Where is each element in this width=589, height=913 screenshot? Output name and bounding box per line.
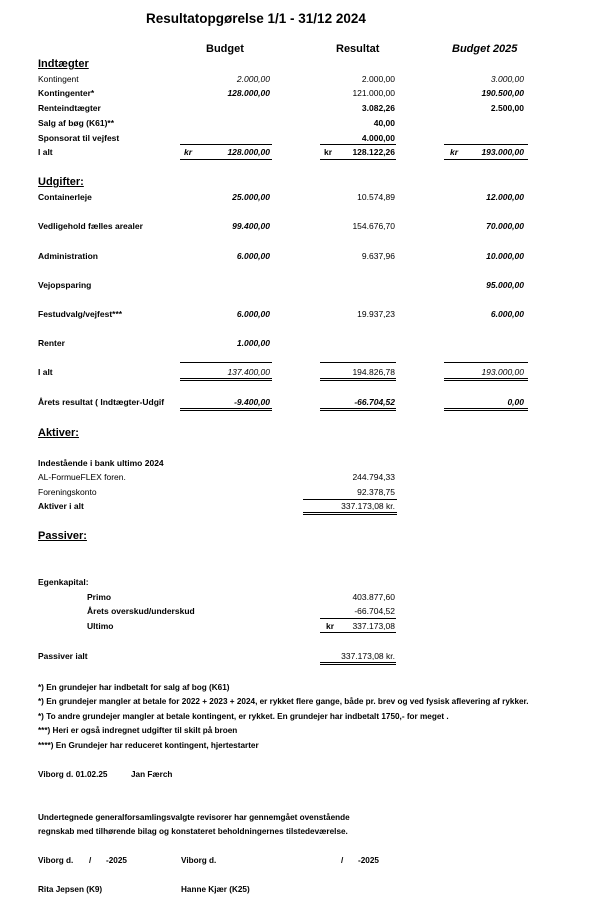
asset-total-label: Aktiver i alt bbox=[38, 501, 84, 511]
budget2025-value: 10.000,00 bbox=[486, 251, 524, 261]
total-rule bbox=[303, 499, 397, 500]
currency-label: kr bbox=[324, 147, 333, 157]
total-label: I alt bbox=[38, 367, 53, 377]
total-label: I alt bbox=[38, 147, 53, 157]
result-underline bbox=[180, 408, 272, 409]
budget-value: 99.400,00 bbox=[232, 221, 270, 231]
row-label: Administration bbox=[38, 251, 98, 261]
footnote: *) En grundejer har indbetalt for salg af bog (K61) bbox=[38, 683, 230, 692]
row-label: Renter bbox=[38, 338, 65, 348]
total-underline bbox=[320, 664, 396, 665]
total-rule bbox=[180, 362, 272, 363]
resultat-value: 9.637,96 bbox=[361, 251, 395, 261]
budget2025-value: 12.000,00 bbox=[486, 192, 524, 202]
budget2025-value: 6.000,00 bbox=[490, 309, 524, 319]
section-aktiver: Aktiver: bbox=[38, 427, 79, 439]
section-indtaegter: Indtægter bbox=[38, 58, 89, 70]
row-label: Sponsorat til vejfest bbox=[38, 133, 120, 143]
budget2025-total: 193.000,00 bbox=[481, 147, 524, 157]
total-underline bbox=[180, 378, 272, 379]
resultat-total: 128.122,26 bbox=[352, 147, 395, 157]
total-underline bbox=[180, 380, 272, 381]
col-head-resultat: Resultat bbox=[336, 43, 380, 55]
total-rule bbox=[444, 362, 528, 363]
total-underline bbox=[444, 159, 528, 160]
budget-result: -9.400,00 bbox=[234, 397, 270, 407]
footnote: ***) Heri er også indregnet udgifter til skilt på broen bbox=[38, 726, 238, 735]
row-label: Vedligehold fælles arealer bbox=[38, 221, 143, 231]
footnote: ****) En Grundejer har reduceret kontingent, hjertestarter bbox=[38, 741, 259, 750]
budget2025-value: 95.000,00 bbox=[486, 280, 524, 290]
total-underline bbox=[320, 378, 396, 379]
auditor-statement-line-2: regnskab med tilhørende bilag og konstateret beholdningernes tilstedeværelse. bbox=[38, 827, 348, 836]
total-underline bbox=[303, 512, 397, 513]
liability-value: 403.877,60 bbox=[352, 592, 395, 602]
footnote: *) En grundejer mangler at betale for 2022 + 2023 + 2024, er rykket flere gange, både pr. brev og ved fysisk aflevering af rykker. bbox=[38, 697, 529, 706]
asset-value: 244.794,33 bbox=[352, 472, 395, 482]
asset-value: 92.378,75 bbox=[357, 487, 395, 497]
total-underline bbox=[303, 514, 397, 515]
result-underline bbox=[320, 410, 396, 411]
total-rule bbox=[180, 144, 272, 145]
liability-total-value: 337.173,08 kr. bbox=[341, 651, 395, 661]
asset-label: Foreningskonto bbox=[38, 487, 97, 497]
budget-value: 128.000,00 bbox=[227, 88, 270, 98]
egenkapital-label: Egenkapital: bbox=[38, 577, 89, 587]
auditor-right-date-year: -2025 bbox=[358, 856, 379, 865]
section-passiver: Passiver: bbox=[38, 530, 87, 542]
currency-label: kr bbox=[450, 147, 459, 157]
resultat-value: 3.082,26 bbox=[361, 103, 395, 113]
budget2025-value: 190.500,00 bbox=[481, 88, 524, 98]
budget-value: 25.000,00 bbox=[232, 192, 270, 202]
budget-value: 2.000,00 bbox=[236, 74, 270, 84]
auditor-statement-line-1: Undertegnede generalforsamlingsvalgte revisorer har gennemgået ovenstående bbox=[38, 813, 350, 822]
budget-total: 137.400,00 bbox=[227, 367, 270, 377]
total-underline bbox=[444, 378, 528, 379]
footnote: *) To andre grundejer mangler at betale kontingent, er rykket. En grundejer har indbetalt 1750,- for meget . bbox=[38, 712, 449, 721]
budget2025-value: 2.500,00 bbox=[490, 103, 524, 113]
budget2025-value: 3.000,00 bbox=[490, 74, 524, 84]
sign-place-date: Viborg d. 01.02.25 bbox=[38, 770, 108, 779]
asset-total-value: 337.173,08 kr. bbox=[341, 501, 395, 511]
row-label: Salg af bøg (K61)** bbox=[38, 118, 115, 128]
budget2025-total: 193.000,00 bbox=[481, 367, 524, 377]
total-underline bbox=[444, 380, 528, 381]
budget-total: 128.000,00 bbox=[227, 147, 270, 157]
total-underline bbox=[320, 159, 396, 160]
currency-label: kr bbox=[326, 621, 335, 631]
total-rule bbox=[320, 362, 396, 363]
sign-name: Jan Færch bbox=[131, 770, 173, 779]
total-underline bbox=[320, 380, 396, 381]
resultat-total: 194.826,78 bbox=[352, 367, 395, 377]
total-underline bbox=[320, 662, 396, 663]
budget2025-value: 70.000,00 bbox=[486, 221, 524, 231]
total-rule bbox=[320, 618, 396, 619]
resultat-value: 4.000,00 bbox=[361, 133, 395, 143]
liability-value: -66.704,52 bbox=[354, 606, 395, 616]
liability-total-label: Passiver ialt bbox=[38, 651, 88, 661]
auditor-right-date-place: Viborg d. bbox=[181, 856, 217, 865]
row-label: Renteindtægter bbox=[38, 103, 101, 113]
ultimo-value: 337.173,08 bbox=[352, 621, 395, 631]
year-result-label: Årets resultat ( Indtægter-Udgif bbox=[38, 397, 165, 407]
auditor-left-date-slash: / bbox=[89, 856, 92, 865]
auditor-right-date-slash: / bbox=[341, 856, 344, 865]
resultat-result: -66.704,52 bbox=[354, 397, 395, 407]
result-underline bbox=[180, 410, 272, 411]
result-underline bbox=[444, 408, 528, 409]
aktiver-subheading: Indestående i bank ultimo 2024 bbox=[38, 458, 164, 468]
total-underline bbox=[180, 159, 272, 160]
row-label: Vejopsparing bbox=[38, 280, 92, 290]
row-label: Kontingent bbox=[38, 74, 79, 84]
ultimo-label: Ultimo bbox=[87, 621, 114, 631]
result-underline bbox=[444, 410, 528, 411]
currency-label: kr bbox=[184, 147, 193, 157]
auditor-left-date-place: Viborg d. bbox=[38, 856, 74, 865]
row-label: Kontingenter* bbox=[38, 88, 95, 98]
liability-label: Årets overskud/underskud bbox=[87, 606, 195, 616]
asset-label: AL-FormueFLEX foren. bbox=[38, 472, 126, 482]
budget-value: 6.000,00 bbox=[236, 309, 270, 319]
liability-label: Primo bbox=[87, 592, 112, 602]
total-rule bbox=[320, 144, 396, 145]
resultat-value: 10.574,89 bbox=[357, 192, 395, 202]
total-rule bbox=[444, 144, 528, 145]
resultat-value: 2.000,00 bbox=[361, 74, 395, 84]
resultat-value: 19.937,23 bbox=[357, 309, 395, 319]
page-title: Resultatopgørelse 1/1 - 31/12 2024 bbox=[146, 11, 366, 26]
auditor-right-name: Hanne Kjær (K25) bbox=[181, 885, 250, 894]
row-label: Containerleje bbox=[38, 192, 92, 202]
col-head-budget-2025: Budget 2025 bbox=[452, 43, 518, 55]
auditor-left-date-year: -2025 bbox=[106, 856, 127, 865]
budget2025-result: 0,00 bbox=[507, 397, 524, 407]
section-udgifter: Udgifter: bbox=[38, 176, 84, 188]
row-label: Festudvalg/vejfest*** bbox=[38, 309, 123, 319]
result-underline bbox=[320, 408, 396, 409]
budget-value: 1.000,00 bbox=[236, 338, 270, 348]
auditor-left-name: Rita Jepsen (K9) bbox=[38, 885, 103, 894]
resultat-value: 154.676,70 bbox=[352, 221, 395, 231]
resultat-value: 40,00 bbox=[373, 118, 395, 128]
resultat-value: 121.000,00 bbox=[352, 88, 395, 98]
total-underline bbox=[320, 632, 396, 633]
budget-value: 6.000,00 bbox=[236, 251, 270, 261]
col-head-budget: Budget bbox=[206, 43, 244, 55]
